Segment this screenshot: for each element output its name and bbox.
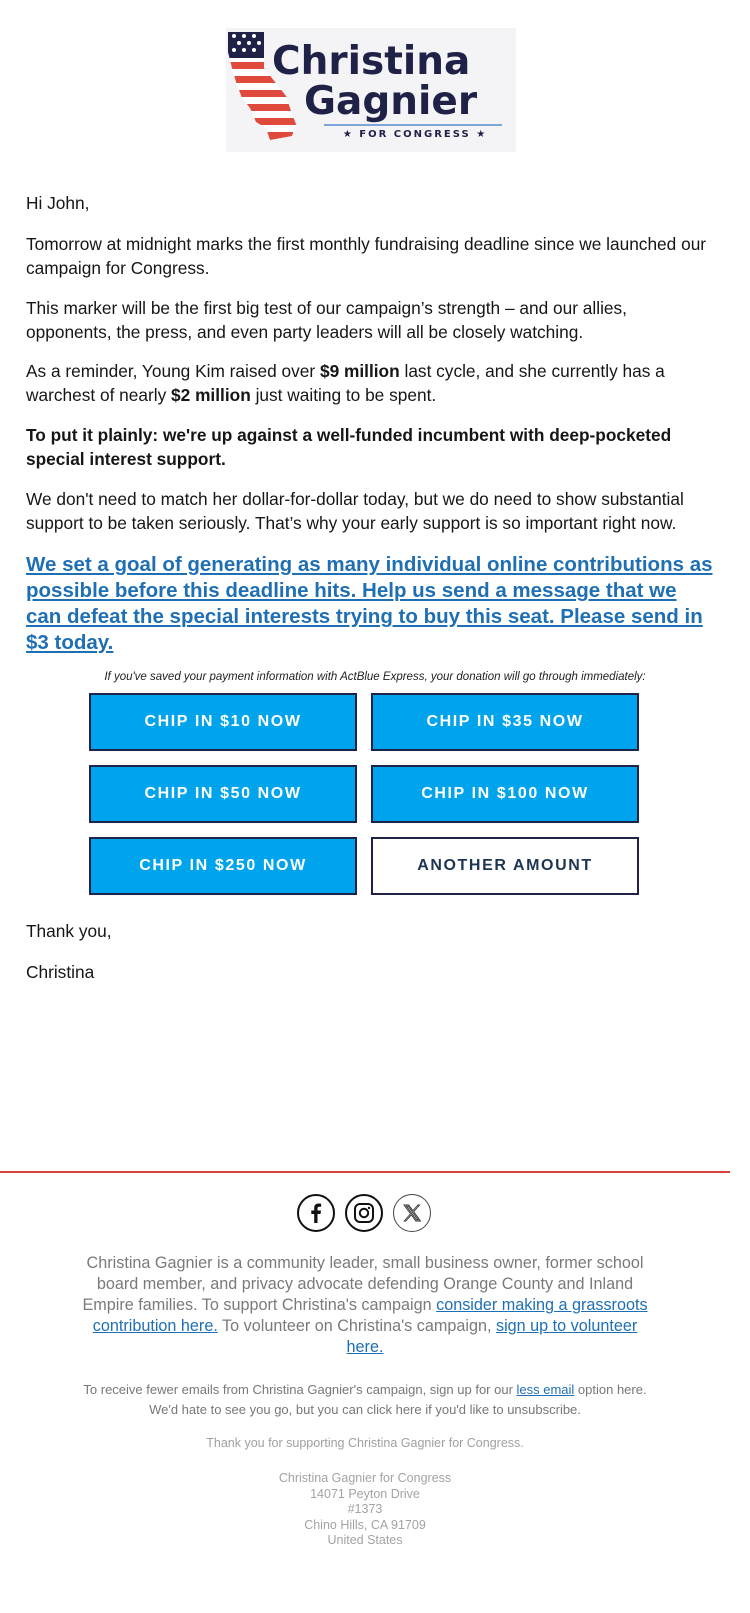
about-candidate-text: Christina Gagnier is a community leader, small business owner, former school board member, and privacy advocate defending Orange County and Inland Empire families. To support Christina's campaign consider making a grassroots contribution here. To volunteer on Christina's campaign, sign up to volunteer here. xyxy=(82,1254,648,1356)
campaign-logo xyxy=(226,28,516,152)
logo-rule xyxy=(324,124,502,126)
chip-in-250-button[interactable]: CHIP IN $250 NOW xyxy=(89,837,357,895)
unsubscribe-text: To receive fewer emails from Christina Gagnier's campaign, sign up for our less email option here. We'd hate to see you go, but you can click here if you'd like to unsubscribe. xyxy=(83,1382,647,1417)
paragraph-reminder: As a reminder, Young Kim raised over $9 million last cycle, and she currently has a warchest of nearly $2 million just waiting to be spent. xyxy=(26,361,665,405)
greeting: Hi John, xyxy=(26,193,90,213)
footer-divider xyxy=(0,1171,730,1173)
less-email-link[interactable]: less email xyxy=(516,1382,575,1397)
signature: Christina xyxy=(26,962,95,982)
support-thanks: Thank you for supporting Christina Gagnier for Congress. xyxy=(206,1436,524,1450)
actblue-express-note: If you've saved your payment information with ActBlue Express, your donation will go through immediately: xyxy=(104,671,646,683)
donate-cta-link[interactable]: We set a goal of generating as many individual online contributions as possible before this deadline hits. Help us send a message that we can defeat the special interests trying to buy this seat. Please send in $3 today. xyxy=(26,553,713,654)
signoff: Thank you, xyxy=(26,921,112,941)
volunteer-signup-link[interactable]: sign up to volunteer here. xyxy=(346,1317,638,1356)
logo-name-last: Gagnier xyxy=(304,79,478,124)
logo-subtitle: ★ FOR CONGRESS ★ xyxy=(342,129,488,140)
another-amount-button[interactable]: ANOTHER AMOUNT xyxy=(371,837,639,895)
mailing-address: Christina Gagnier for Congress 14071 Peyton Drive #1373 Chino Hills, CA 91709 United States xyxy=(278,1471,452,1547)
paragraph-plainly: To put it plainly: we're up against a well-funded incumbent with deep-pocketed special interest support. xyxy=(26,425,672,469)
chip-in-35-button[interactable]: CHIP IN $35 NOW xyxy=(371,693,639,751)
paragraph-deadline: Tomorrow at midnight marks the first monthly fundraising deadline since we launched our campaign for Congress. xyxy=(26,234,707,278)
facebook-icon[interactable] xyxy=(297,1194,335,1232)
instagram-icon[interactable] xyxy=(345,1194,383,1232)
paragraph-match: We don't need to match her dollar-for-dollar today, but we do need to show substantial support to be taken seriously. That’s why your early support is so important right now. xyxy=(26,489,684,533)
chip-in-50-button[interactable]: CHIP IN $50 NOW xyxy=(89,765,357,823)
chip-in-100-button[interactable]: CHIP IN $100 NOW xyxy=(371,765,639,823)
logo-name-first: Christina xyxy=(272,39,471,84)
chip-in-10-button[interactable]: CHIP IN $10 NOW xyxy=(89,693,357,751)
x-twitter-icon[interactable] xyxy=(393,1194,431,1232)
paragraph-test: This marker will be the first big test of our campaign’s strength – and our allies, opponents, the press, and even party leaders will all be closely watching. xyxy=(26,298,627,342)
grassroots-contribution-link[interactable]: consider making a grassroots contribution here. xyxy=(92,1296,648,1335)
